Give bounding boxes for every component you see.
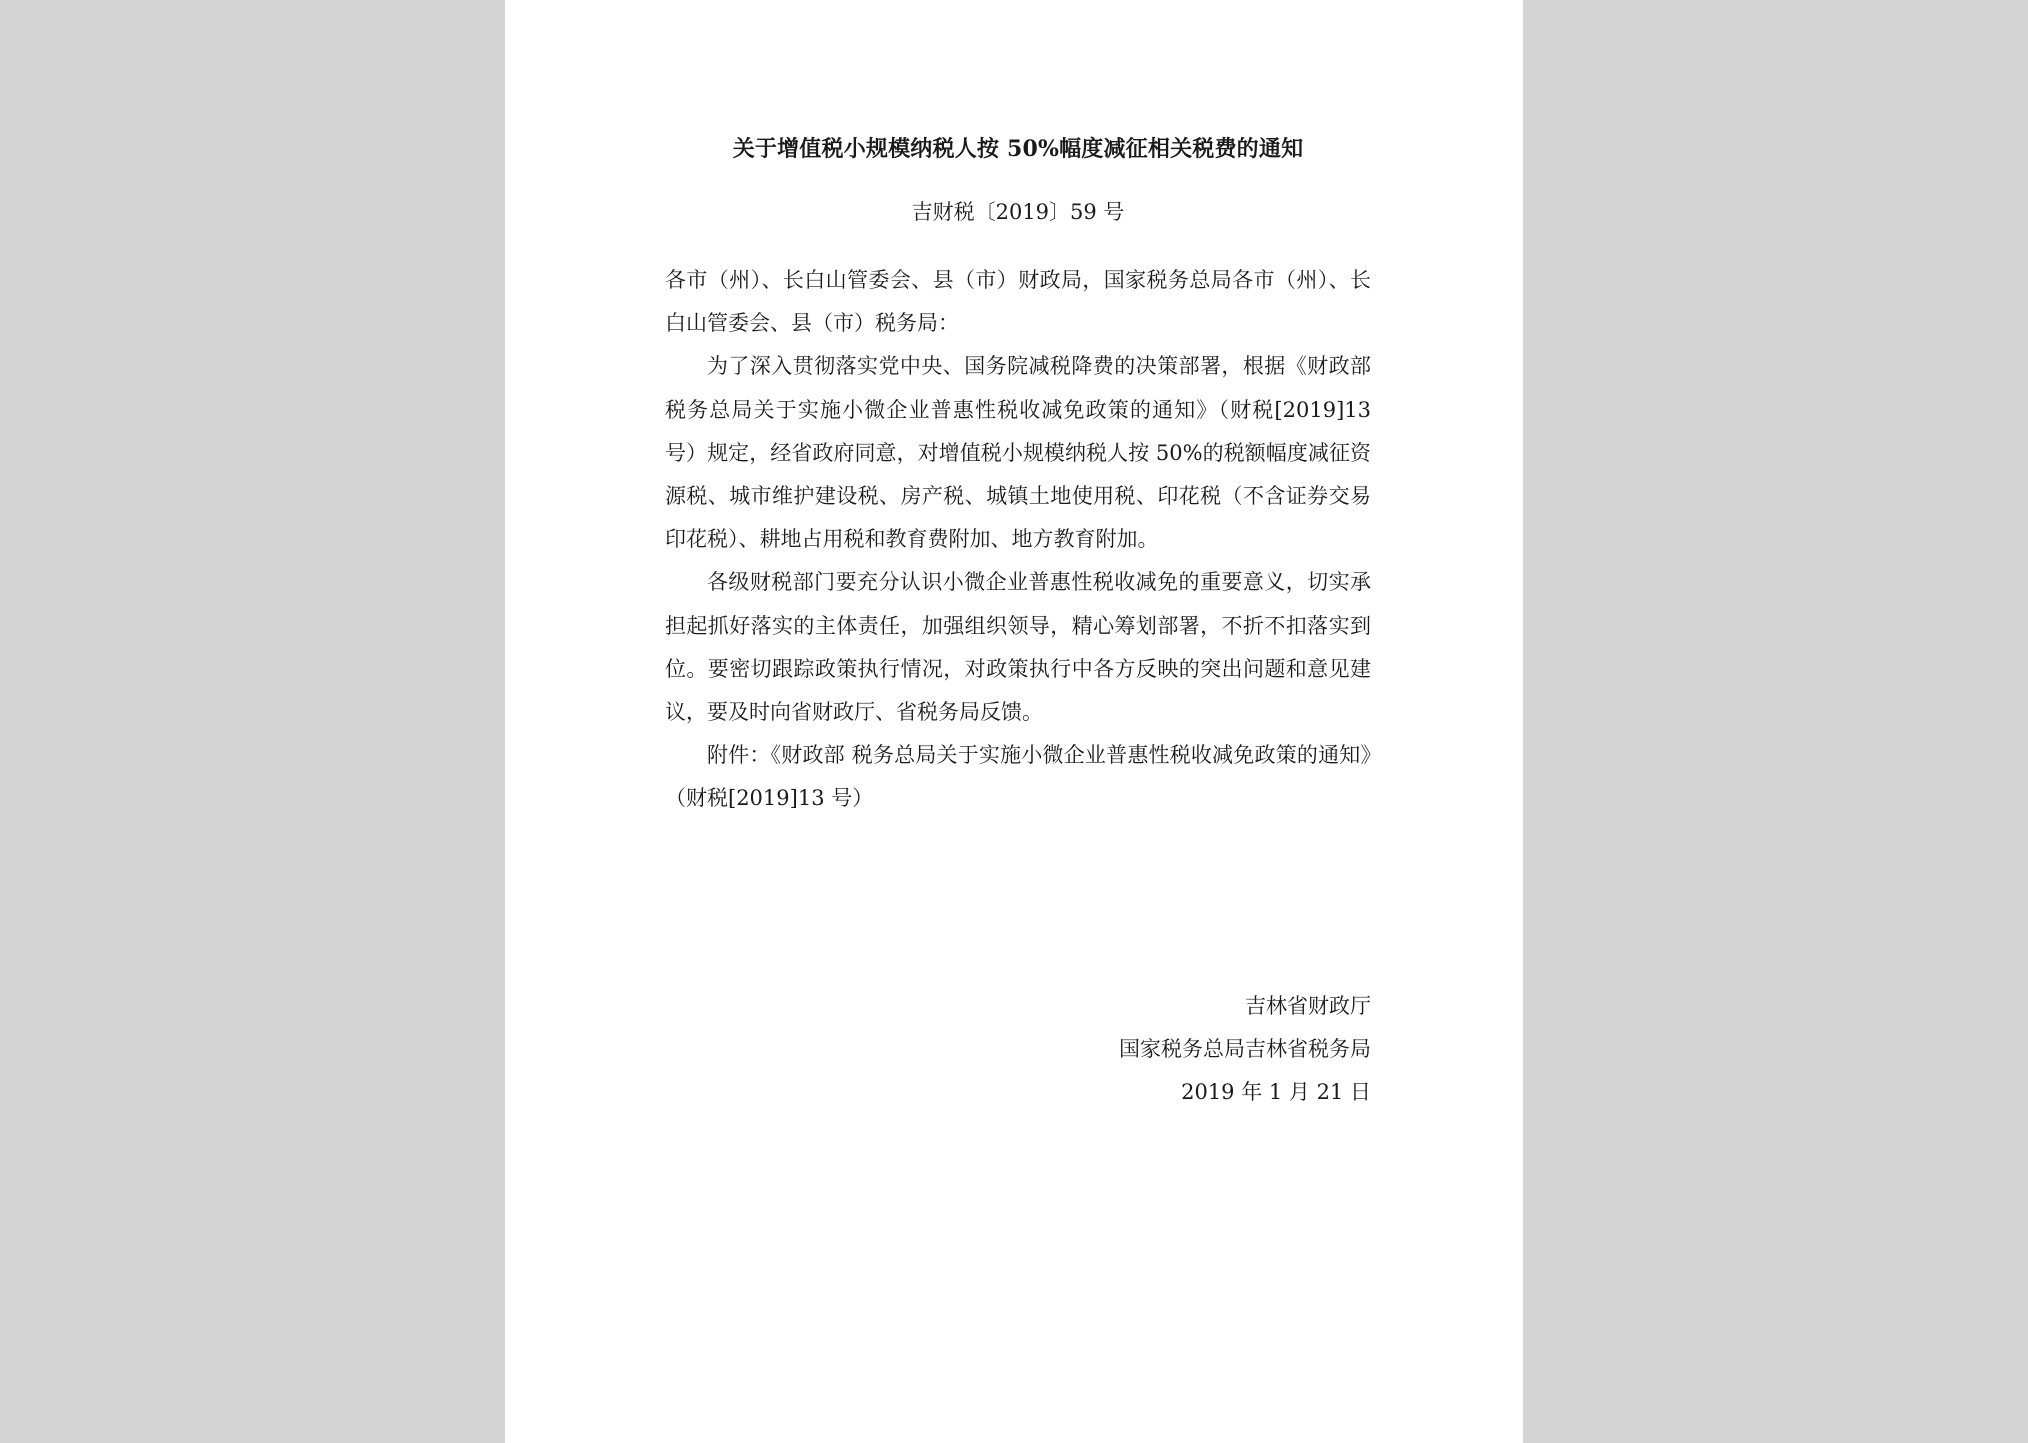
- signature-date: 2019 年 1 月 21 日: [1181, 1080, 1371, 1104]
- paragraph-attachment: 附件：《财政部 税务总局关于实施小微企业普惠性税收减免政策的通知》（财税[2019]13 号）: [665, 743, 1371, 811]
- document-number: 吉财税〔2019〕59 号: [911, 200, 1125, 224]
- document-body: [665, 259, 1371, 821]
- document-page: [505, 0, 1523, 1443]
- signature-block: [665, 985, 1371, 1114]
- signature-org-tax: 国家税务总局吉林省税务局: [1119, 1037, 1371, 1061]
- document-title: 关于增值税小规模纳税人按 50%幅度减征相关税费的通知: [732, 136, 1304, 162]
- paragraph-requirements: 各级财税部门要充分认识小微企业普惠性税收减免的重要意义，切实承担起抓好落实的主体责任，加强组织领导，精心筹划部署，不折不扣落实到位。要密切跟踪政策执行情况，对政策执行中各方反映的突出问题和意见建议，要及时向省财政厅、省税务局反馈。: [665, 570, 1371, 725]
- addressee: 各市（州）、长白山管委会、县（市）财政局，国家税务总局各市（州）、长白山管委会、县（市）税务局：: [665, 268, 1371, 336]
- signature-org-finance: 吉林省财政厅: [1245, 994, 1371, 1018]
- paragraph-policy: 为了深入贯彻落实党中央、国务院减税降费的决策部署，根据《财政部 税务总局关于实施小微企业普惠性税收减免政策的通知》（财税[2019]13 号）规定，经省政府同意，对增值税小规模纳税人按 50%的税额幅度减征资源税、城市维护建设税、房产税、城镇土地使用税、印花税（不含证券交易印花税）、耕地占用税和教育费附加、地方教育附加。: [665, 354, 1371, 552]
